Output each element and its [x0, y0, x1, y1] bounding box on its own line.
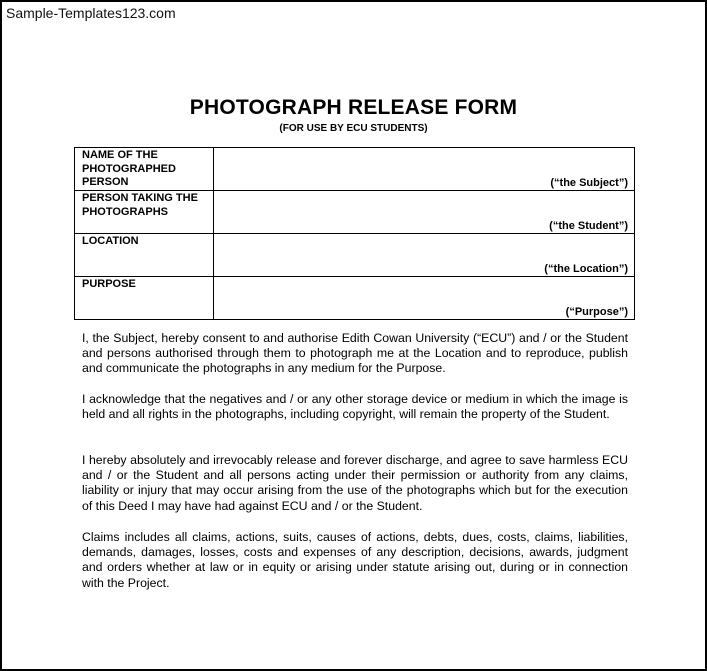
- table-row: [75, 148, 635, 191]
- purpose-field[interactable]: [214, 277, 635, 320]
- table-row: [75, 234, 635, 277]
- claims-paragraph: Claims includes all claims, actions, suits, causes of actions, debts, dues, costs, claims, liabilities, demands, damages, losses, costs and expenses of any description, decisions, awards, judgment and orders whether at law or in equity or arising under statute arising out, during or in connection with the Project.: [82, 530, 628, 590]
- release-paragraph: I hereby absolutely and irrevocably release and forever discharge, and agree to save harmless ECU and / or the Student and all persons acting under their permission or authority from any claims, liability or injury that may occur arising from the use of the photographs which but for the execution of this Deed I may have had against ECU and / or the Student.: [82, 453, 628, 513]
- ownership-paragraph: I acknowledge that the negatives and / or any other storage device or medium in which the image is held and all rights in the photographs, including copyright, will remain the property of the Student.: [82, 392, 628, 422]
- subject-tag: (“the Subject”): [550, 177, 628, 189]
- photographer-field[interactable]: [214, 191, 635, 234]
- consent-paragraph: I, the Subject, hereby consent to and authorise Edith Cowan University (“ECU”) and / or the Student and persons authorised through them to photograph me at the Location and to reproduce, publish and communicate the photographs in any medium for the Purpose.: [82, 331, 628, 376]
- photographer-label: PERSON TAKING THE PHOTOGRAPHS: [75, 191, 214, 234]
- purpose-tag: (“Purpose”): [565, 306, 628, 318]
- location-field[interactable]: [214, 234, 635, 277]
- release-details-table: [74, 147, 635, 320]
- document-page: [2, 2, 705, 669]
- table-row: [75, 191, 635, 234]
- purpose-label: PURPOSE: [75, 277, 214, 320]
- form-subtitle: (FOR USE BY ECU STUDENTS): [279, 123, 428, 134]
- location-tag: (“the Location”): [544, 263, 628, 275]
- subject-name-label: NAME OF THE PHOTOGRAPHED PERSON: [75, 148, 214, 191]
- location-label: LOCATION: [75, 234, 214, 277]
- student-tag: (“the Student”): [549, 220, 628, 232]
- subject-name-field[interactable]: [214, 148, 635, 191]
- table-row: [75, 277, 635, 320]
- form-title: PHOTOGRAPH RELEASE FORM: [189, 96, 518, 119]
- site-watermark: Sample-Templates123.com: [6, 5, 176, 21]
